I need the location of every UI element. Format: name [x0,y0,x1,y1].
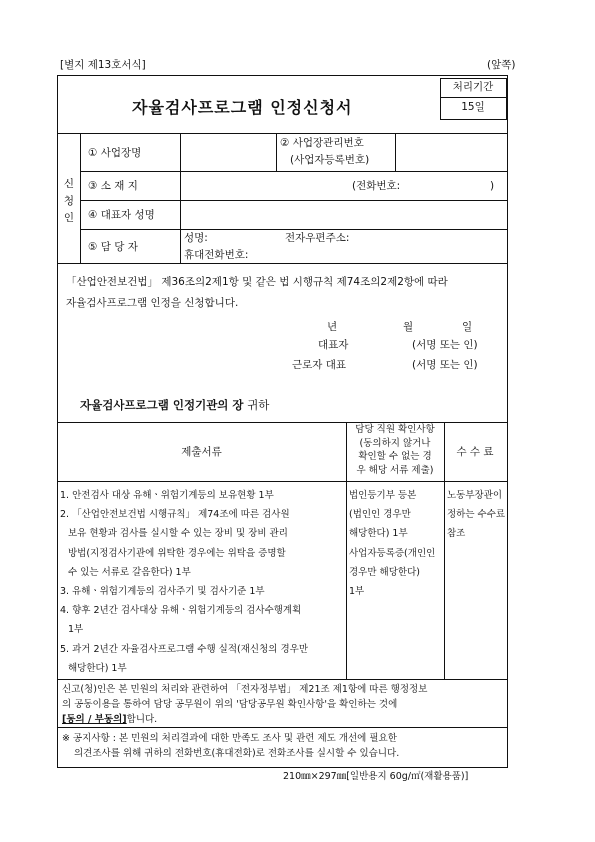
contact-label: ⑤ 담 당 자 [88,241,138,253]
consent-text: 신고(청)인은 본 민원의 처리와 관련하여 「전자정부법」 제21조 제1항에 따른 행정정보 의 공동이용을 통하여 담당 공무원이 위의 '담당공무원 확인사항'을 확인하는 것에 [동의 / 부동의]합니다. [62,684,428,725]
page-title: 자율검사프로그램 인정신청서 [132,98,353,117]
phone-label: (전화번호: [352,180,401,192]
statement-line-2: 자율검사프로그램 인정을 신청합니다. [66,297,239,309]
contact-email-label: 전자우편주소: [285,232,350,244]
address-label: ③ 소 재 지 [88,180,138,192]
list-item: 4. 향후 2년간 검사대상 유해ㆍ위험기계등의 검사수행계획 [60,605,302,617]
business-name-label: ① 사업장명 [88,147,142,159]
date-month-label: 월 [403,321,414,333]
paper-spec: 210㎜×297㎜[일반용지 60g/㎡(재활용품)] [283,771,469,782]
statement-line-1: 「산업안전보건법」 제36조의2제1항 및 같은 법 시행규칙 제74조의2제2항에 따라 [66,276,448,288]
side-indicator: (앞쪽) [487,59,516,71]
business-name-field[interactable] [182,136,274,169]
applicant-side-label: 신 청 인 [63,178,75,224]
list-item: 2. 「산업안전보건법 시행규칙」 제74조에 따른 검사원 [60,509,290,521]
processing-period-value: 15일 [461,101,485,113]
fee-list: 노동부장관이 정하는 수수료 참조 [447,490,506,540]
verify-list: 법인등기부 등본 (법인인 경우만 해당한다) 1부 사업자등록증(개인인 경우만 해당한다) 1부 [349,490,436,598]
business-registration-label: (사업자등록번호) [290,154,370,166]
contact-name-label: 성명: [184,232,208,244]
form-number: [별지 제13호서식] [60,59,146,71]
list-item: 해당한다) 1부 [68,662,127,674]
list-item: 3. 유해ㆍ위험기계등의 검사주기 및 검사기준 1부 [60,586,265,598]
consent-choice[interactable]: [동의 / 부동의] [62,714,127,725]
mgmt-number-field[interactable] [397,136,505,169]
docs-header: 제출서류 [181,446,222,458]
phone-close: ) [490,180,495,192]
list-item: 방법(지정검사기관에 위탁한 경우에는 위탁을 증명할 [68,547,286,559]
list-item: 5. 과거 2년간 자율검사프로그램 수행 실적(재신청의 경우만 [60,643,309,655]
list-item: 수 있는 서류로 갈음한다) 1부 [68,566,191,578]
phone-field[interactable] [418,173,488,198]
date-year-label: 년 [327,321,338,333]
contact-mobile-label: 휴대전화번호: [184,249,249,261]
processing-period-label: 처리기간 [452,81,494,93]
list-item: 보유 현황과 검사를 실시할 수 있는 장비 및 장비 관리 [68,528,288,540]
verify-header: 담당 직원 확인사항 (동의하지 않거나 확인할 수 없는 경 우 해당 서류 제출) [355,424,435,476]
worker-sign-hint: (서명 또는 인) [412,359,478,371]
list-item: 1부 [68,624,84,636]
representative-label: ④ 대표자 성명 [88,209,155,221]
notice-text: ※ 공지사항 : 본 민원의 처리결과에 대한 만족도 조사 및 관련 제도 개선에 필요한 의견조사를 위해 귀하의 전화번호(휴대전화)로 전화조사를 실시할 수 있습니다. [62,733,400,759]
addressee: 자율검사프로그램 인정기관의 장 귀하 [80,398,270,412]
docs-list [60,486,308,678]
address-field[interactable] [182,173,347,198]
rep-sign-label: 대표자 [318,339,349,351]
list-item: 1. 안전검사 대상 유해ㆍ위험기계등의 보유현황 1부 [60,490,274,501]
fee-header: 수 수 료 [456,446,494,458]
representative-field[interactable] [182,202,504,227]
rep-sign-hint: (서명 또는 인) [412,339,478,351]
mgmt-number-label: ② 사업장관리번호 [280,137,364,149]
worker-sign-label: 근로자 대표 [292,359,347,371]
date-day-label: 일 [462,321,473,333]
